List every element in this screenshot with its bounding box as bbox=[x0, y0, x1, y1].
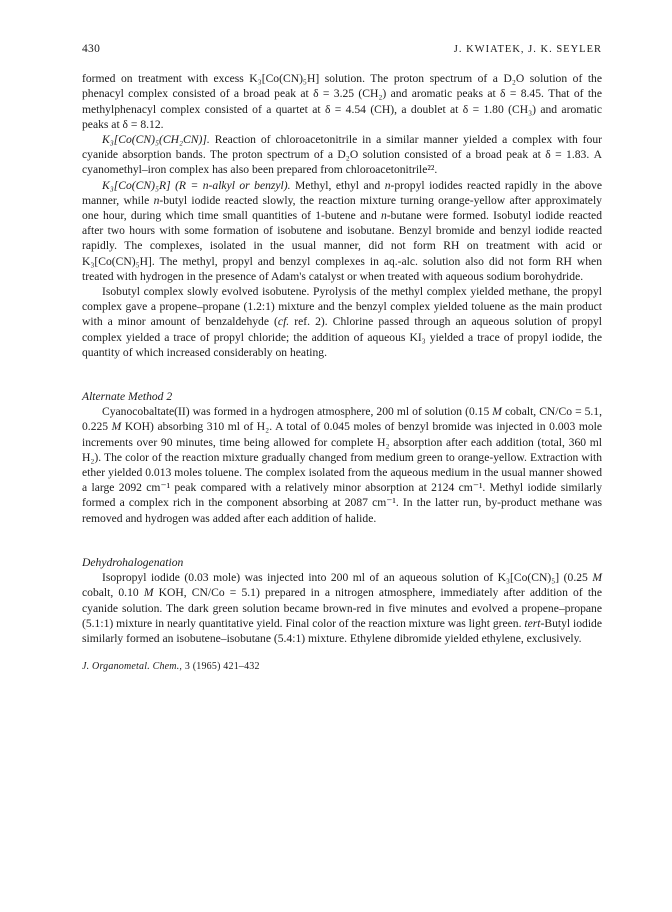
italic-text: tert bbox=[524, 616, 541, 630]
paragraph-pyrolysis bbox=[82, 284, 602, 360]
italic-text: M bbox=[592, 571, 602, 585]
running-authors: J. KWIATEK, J. K. SEYLER bbox=[453, 44, 602, 55]
paragraph-alternate-method bbox=[82, 404, 602, 526]
running-header bbox=[82, 42, 602, 57]
text-run: Cyanocobaltate(II) was formed in a hydrogen atmosphere, 200 ml of solution (0.15 bbox=[102, 405, 493, 419]
italic-text: M bbox=[143, 586, 154, 600]
paragraph-dehydrohalogenation bbox=[82, 570, 602, 646]
italic-text: K₃[Co(CN)₅(CH₂CN)]. bbox=[102, 133, 210, 147]
page-number: 430 bbox=[82, 43, 101, 55]
text-run: ref. 2). Chlorine passed through an aqueous solution of propyl complex yielded a trace of propyl chloride; the addition of aqueous KI₃ yielded a trace of propyl iodide, the quantity of which increased considerably on heating. bbox=[82, 315, 603, 359]
text-run: cobalt, 0.10 bbox=[82, 586, 144, 600]
text-run: KOH) absorbing 310 ml of H₂. A total of 0.045 moles of benzyl bromide was injected in 0.003 mole increments over 90 minutes, time being allowed for complete H₂ absorption after each addition (total, 360 ml H₂). The color of the reaction mixture gradually changed from medium green to orange-yellow. Extraction with ether yielded 0.013 moles toluene. The complex isolated from the aqueous medium in the usual manner showed a large 2092 cm⁻¹ peak compared with a relatively minor absorption at 2124 cm⁻¹. Methyl iodide similarly formed a complex rich in the component absorbing at 2087 cm⁻¹. In the latter run, by-product methane was removed and hydrogen was added after each addition of halide. bbox=[82, 420, 603, 525]
text-run: Isobutyl complex slowly evolved isobutene. Pyrolysis of the methyl complex yielded methane, the propyl complex gave a propene–propane (1.2:1) mixture and the benzyl complex yielded toluene as the main product with a minor amount of benzaldehyde ( bbox=[82, 285, 602, 329]
text-run: Isopropyl iodide (0.03 mole) was injected into 200 ml of an aqueous solution of K₃[Co(CN)₅] (0.25 bbox=[102, 571, 593, 585]
footer-citation: 3 (1965) 421–432 bbox=[182, 661, 260, 673]
italic-text: K₃[Co(CN)₅R] (R = n-alkyl or benzyl). bbox=[102, 178, 291, 192]
section-title-alternate-method: Alternate Method 2 bbox=[82, 390, 173, 404]
text-run: -butane were formed. Isobutyl iodide reacted after two hours with some formation of isobutene and isobutane. Benzyl bromide and benzyl iodide reacted rapidly. The complexes, isolated in the usual manner, did not form RH on treatment with acid or K₃[Co(CN)₅H]. The methyl, propyl and benzyl complexes in aq.-alc. solution also did not form RH when treated with hydrogen in the presence of Adam's catalyst or when treated with aqueous sodium borohydride. bbox=[82, 209, 602, 283]
journal-footer bbox=[82, 659, 602, 674]
italic-text: n bbox=[380, 209, 387, 223]
footer-journal: J. Organometal. Chem., bbox=[82, 661, 183, 673]
text-run: KOH, CN/Co = 5.1) prepared in a nitrogen atmosphere, immediately after addition of the cyanide solution. The dark green solution became brown-red in five minutes and evolved a propene–propane (5.1:1) mixture in nearly quantitative yield. Final color of the reaction mixture was light green. bbox=[82, 586, 602, 630]
section-title-dehydrohalogenation: Dehydrohalogenation bbox=[82, 555, 184, 569]
italic-text: n bbox=[384, 178, 391, 192]
italic-text: n bbox=[153, 193, 160, 207]
text-run: Methyl, ethyl and bbox=[290, 178, 385, 192]
paper-page bbox=[82, 42, 602, 674]
text-run: -propyl iodides reacted rapidly in the above manner, while bbox=[82, 178, 602, 207]
text-run: formed on treatment with excess K₃[Co(CN)₅H] solution. The proton spectrum of a D₂O solution of the phenacyl complex consisted of a broad peak at δ = 3.25 (CH₂) and aromatic peaks at δ = 8.45. That of the methylphenacyl complex consisted of a quartet at δ = 4.54 (CH), a doublet at δ = 1.80 (CH₃) and aromatic peaks at δ = 8.12. bbox=[82, 72, 602, 131]
text-run: cobalt, CN/Co = 5.1, 0.225 bbox=[82, 405, 603, 434]
italic-text: M bbox=[111, 420, 122, 434]
italic-text: M bbox=[492, 405, 502, 419]
paragraph-cyanomethyl bbox=[82, 132, 602, 178]
text-run: -butyl iodide reacted slowly, the reaction mixture turning orange-yellow after approximately one hour, during which time small quantities of 1-butene and bbox=[82, 193, 602, 223]
text-run: Reaction of chloroacetonitrile in a similar manner yielded a complex with four cyanide absorption bands. The proton spectrum of a D₂O solution consisted of a broad peak at δ = 1.83. A cyanomethyl–iron complex has also been prepared from chloroacetonitrile²². bbox=[82, 133, 602, 177]
paragraph-alkyl-benzyl bbox=[82, 178, 602, 284]
paragraph-continuation bbox=[82, 71, 602, 132]
italic-text: cf. bbox=[277, 315, 290, 329]
text-run: -Butyl iodide similarly formed an isobutene–isobutane (5.4:1) mixture. Ethylene dibromide yielded ethylene, exclusively. bbox=[82, 616, 602, 645]
